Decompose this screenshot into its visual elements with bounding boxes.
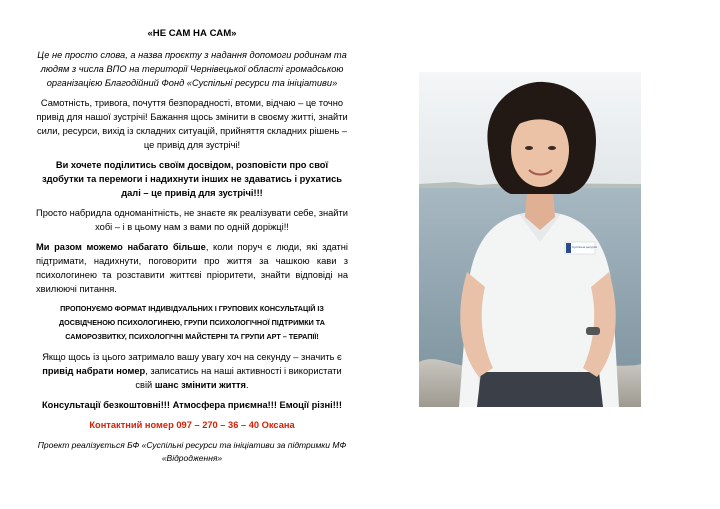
paragraph-loneliness: Самотність, тривога, почуття безпорадності, втоми, відчаю – це точно привід для нашої зустрічі! Бажання щось змінити в своєму житті, знайти сили, ресурси, вихід із складних ситуацій, прийняття складних рішень – це привід для зустрічі!	[36, 98, 348, 150]
portrait-photo	[419, 72, 641, 407]
call-text-a: Якщо щось із цього затримало вашу увагу хоч на секунду – значить є	[42, 352, 342, 362]
shirt-logo-text: Суспільні ресурси	[572, 245, 598, 249]
flyer-title: «НЕ САМ НА САМ»	[147, 28, 237, 39]
call-text-c: , записатись на наші активності і використати свій	[135, 366, 342, 390]
together-bold: Ми разом можемо набагато більше	[36, 242, 206, 252]
call-text-bold-1: привід набрати номер	[42, 366, 146, 376]
call-text-e: .	[246, 380, 249, 390]
offer-formats: ПРОПОНУЄМО ФОРМАТ ІНДИВІДУАЛЬНИХ І ГРУПОВИХ КОНСУЛЬТАЦІЙ ІЗ ДОСВІДЧЕНОЮ ПСИХОЛОГИНЕЮ, ГРУПИ ПСИХОЛОГІЧНОЇ ПІДТРИМКИ ТА САМОРОЗВИТКУ, ПСИХОЛОГІЧНІ МАЙСТЕРНІ ТА ГРУПИ АРТ – ТЕРАПІЇ!	[59, 304, 325, 341]
paragraph-hobby: Просто набридла одноманітність, не знаєте як реалізувати себе, знайти хобі – і в цьому нам з вами по одній доріжці!!	[36, 208, 348, 232]
slogan: Консультації безкоштовні!!! Атмосфера приємна!!! Емоції різні!!!	[41, 400, 342, 410]
call-text-bold-2: шанс змінити життя	[154, 380, 246, 390]
project-intro: Це не просто слова, а назва проєкту з надання допомоги родинам та людям з числа ВПО на території Чернівецької області громадською організацією Благодійний Фонд «Суспільні ресурси та ініціативи»	[37, 50, 347, 88]
paragraph-call	[36, 350, 348, 392]
together-rest: , коли поруч є люди, які здатні підтримати, надихнути, поговорити про життя за чашкою кави з психологинею та розставити життєві пріоритети, знайти відповіді на хвилюючі питання.	[36, 242, 348, 294]
contact-phone: Контактний номер 097 – 270 – 36 – 40 Оксана	[89, 420, 295, 430]
flyer-text-column	[36, 27, 348, 464]
paragraph-share-experience: Ви хочете поділитись своїм досвідом, розповісти про свої здобутки та перемоги і надихнути інших не здаватись і рухатись далі – це привід для зустрічі!!!	[41, 160, 342, 198]
portrait-illustration	[419, 72, 641, 407]
paragraph-together	[36, 240, 348, 296]
project-footer: Проект реалізується БФ «Суспільні ресурси та ініціативи за підтримки МФ «Відродження»	[37, 440, 347, 463]
